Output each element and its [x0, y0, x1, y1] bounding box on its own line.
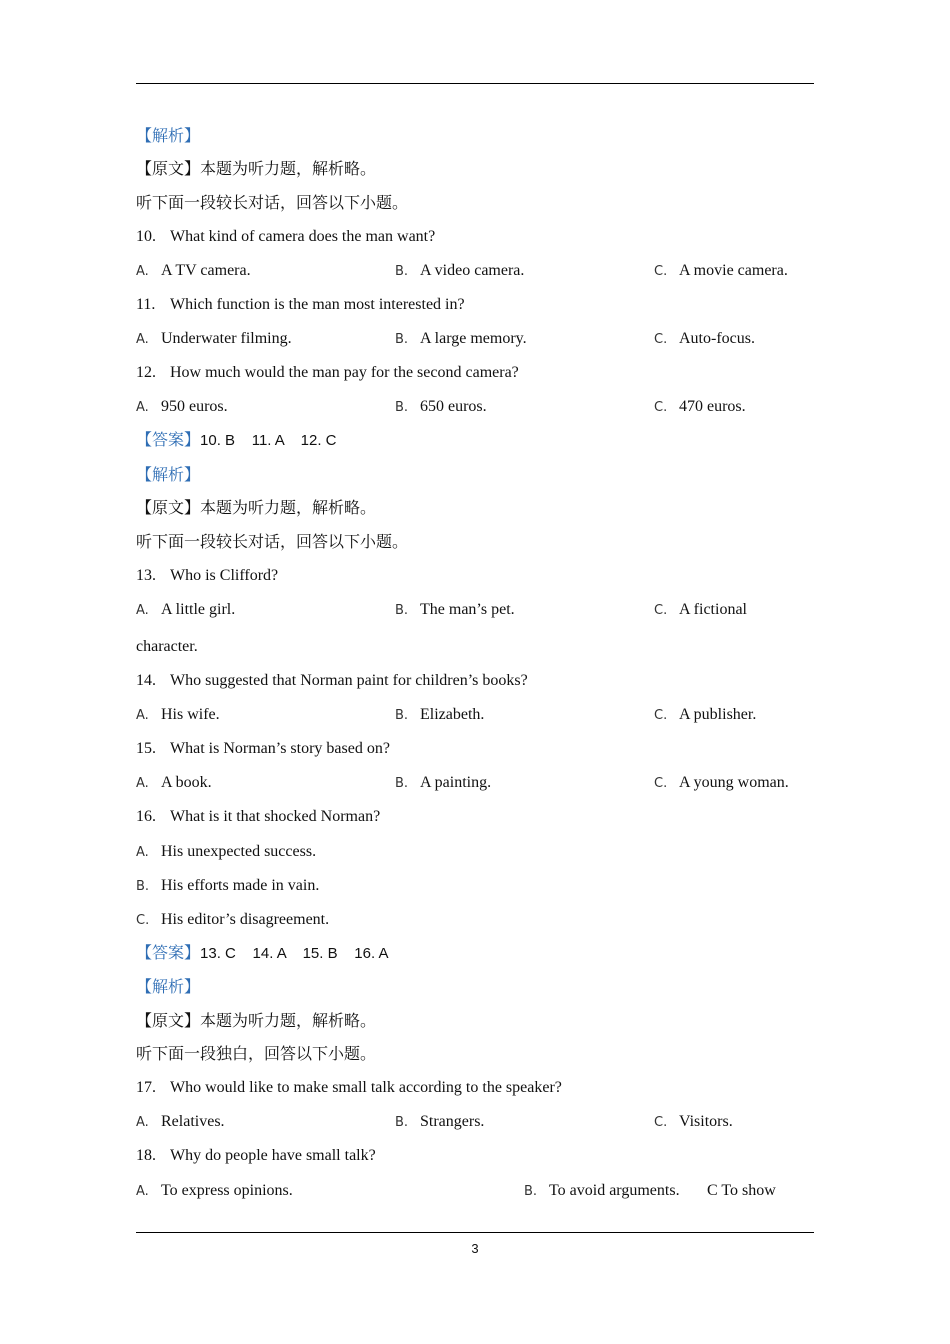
analysis-label: 【解析】	[136, 128, 201, 145]
option-16a: A. His unexpected success.	[136, 843, 317, 860]
option-18c: C To show	[707, 1182, 776, 1199]
question-13: 13. Who is Clifford?	[136, 567, 279, 584]
answer-line-2: 【答案】13. C 14. A 15. B 16. A	[136, 945, 389, 962]
option-14b: B. Elizabeth.	[395, 706, 485, 723]
option-14c: C. A publisher.	[654, 706, 757, 723]
question-18: 18. Why do people have small talk?	[136, 1147, 376, 1164]
option-13c: C. A fictional	[654, 601, 747, 618]
option-18b: B. To avoid arguments.	[524, 1182, 680, 1199]
option-11a: A. Underwater filming.	[136, 330, 292, 347]
option-10a: A. A TV camera.	[136, 262, 251, 279]
option-13b: B. The man’s pet.	[395, 601, 515, 618]
option-18a: A. To express opinions.	[136, 1182, 293, 1199]
footer-rule	[136, 1232, 814, 1233]
question-15: 15. What is Norman’s story based on?	[136, 740, 390, 757]
option-17c: C. Visitors.	[654, 1113, 733, 1130]
original-text-note: 【原文】本题为听力题，解析略。	[136, 1013, 377, 1030]
option-17b: B. Strangers.	[395, 1113, 485, 1130]
analysis-label: 【解析】	[136, 467, 201, 484]
question-16: 16. What is it that shocked Norman?	[136, 808, 381, 825]
option-10b: B. A video camera.	[395, 262, 525, 279]
option-16c: C. His editor’s disagreement.	[136, 911, 330, 928]
option-17a: A. Relatives.	[136, 1113, 225, 1130]
option-15c: C. A young woman.	[654, 774, 789, 791]
section-instruction: 听下面一段独白，回答以下小题。	[136, 1046, 377, 1063]
original-text-note: 【原文】本题为听力题，解析略。	[136, 161, 377, 178]
analysis-label: 【解析】	[136, 979, 201, 996]
section-instruction: 听下面一段较长对话，回答以下小题。	[136, 534, 409, 551]
option-13c-continuation: character.	[136, 638, 198, 655]
question-12: 12. How much would the man pay for the second camera?	[136, 364, 519, 381]
question-11: 11. Which function is the man most interested in?	[136, 296, 465, 313]
option-10c: C. A movie camera.	[654, 262, 788, 279]
option-11c: C. Auto-focus.	[654, 330, 755, 347]
option-14a: A. His wife.	[136, 706, 220, 723]
header-rule	[136, 83, 814, 84]
option-12b: B. 650 euros.	[395, 398, 487, 415]
question-17: 17. Who would like to make small talk according to the speaker?	[136, 1079, 562, 1096]
option-12c: C. 470 euros.	[654, 398, 746, 415]
option-16b: B. His efforts made in vain.	[136, 877, 320, 894]
section-instruction: 听下面一段较长对话，回答以下小题。	[136, 195, 409, 212]
option-12a: A. 950 euros.	[136, 398, 228, 415]
answer-line-1: 【答案】10. B 11. A 12. C	[136, 432, 337, 449]
option-13a: A. A little girl.	[136, 601, 236, 618]
question-10: 10. What kind of camera does the man want?	[136, 228, 436, 245]
option-11b: B. A large memory.	[395, 330, 527, 347]
option-15a: A. A book.	[136, 774, 212, 791]
question-14: 14. Who suggested that Norman paint for children’s books?	[136, 672, 528, 689]
original-text-note: 【原文】本题为听力题，解析略。	[136, 500, 377, 517]
option-15b: B. A painting.	[395, 774, 492, 791]
page-number: 3	[471, 1241, 479, 1256]
